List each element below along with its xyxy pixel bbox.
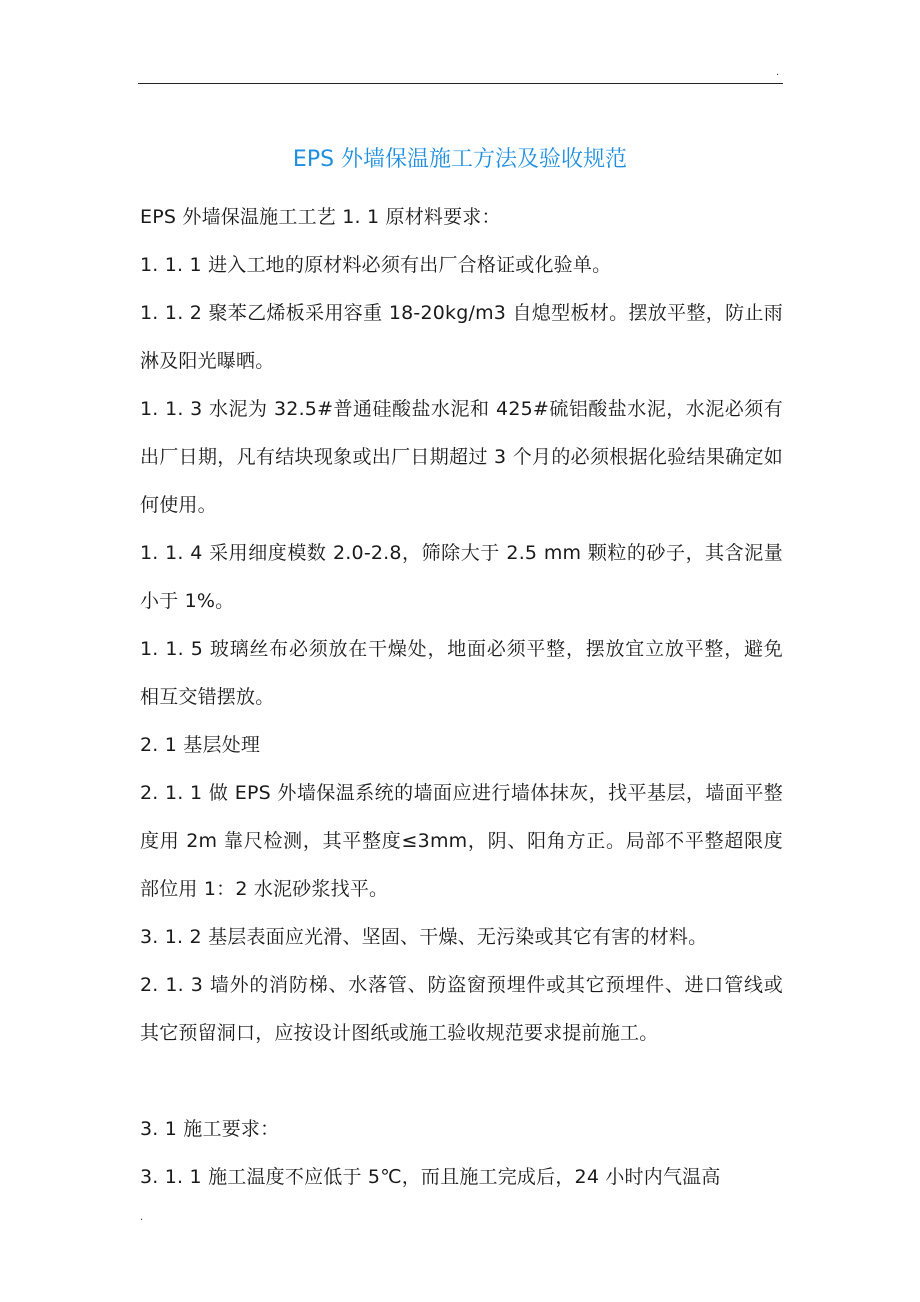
paragraph: 1. 1. 2 聚苯乙烯板采用容重 18-20kg/m3 自熄型板材。摆放平整，防止雨 淋及阳光曝晒。 <box>140 302 783 372</box>
document-body <box>140 193 783 1201</box>
paragraph: 1. 1. 5 玻璃丝布必须放在干燥处，地面必须平整，摆放宜立放平整，避免相互交错摆放。 <box>140 638 783 708</box>
paragraph: 3. 1 施工要求： <box>140 1118 280 1140</box>
paragraph: 2. 1. 1 做 EPS 外墙保温系统的墙面应进行墙体抹灰，找平基层，墙面平整度用 2m 靠尺检测，其平整度≤3mm，阴、阳角方正。局部不平整超限度部位用 1：2 水泥砂浆找平。 <box>140 782 783 900</box>
footer-corner-mark: . <box>140 1212 144 1223</box>
paragraph: 1. 1. 3 水泥为 32.5#普通硅酸盐水泥和 425#硫铝酸盐水泥，水泥必须有出厂日期，凡有结块现象或出厂日期超过 3 个月的必须根据化验结果确定如何使用。 <box>140 398 783 516</box>
paragraph: 2. 1. 3 墙外的消防梯、水落管、防盗窗预埋件或其它预埋件、进口管线或其它预留洞口，应按设计图纸或施工验收规范要求提前施工。 <box>140 974 783 1044</box>
paragraph: EPS 外墙保温施工工艺 1. 1 原材料要求： <box>140 206 501 228</box>
paragraph: 3. 1. 1 施工温度不应低于 5℃，而且施工完成后，24 小时内气温高 <box>140 1166 721 1188</box>
blank-line <box>140 1057 783 1105</box>
paragraph: 1. 1. 1 进入工地的原材料必须有出厂合格证或化验单。 <box>140 254 612 276</box>
paragraph: 3. 1. 2 基层表面应光滑、坚固、干燥、无污染或其它有害的材料。 <box>140 926 708 948</box>
document-title: EPS 外墙保温施工方法及验收规范 <box>292 147 628 172</box>
header-corner-mark: . <box>776 67 780 78</box>
paragraph: 1. 1. 4 采用细度模数 2.0-2.8，筛除大于 2.5 mm 颗粒的砂子，其含泥量小于 1%。 <box>140 542 783 612</box>
header-rule <box>138 83 783 84</box>
paragraph: 2. 1 基层处理 <box>140 734 261 756</box>
